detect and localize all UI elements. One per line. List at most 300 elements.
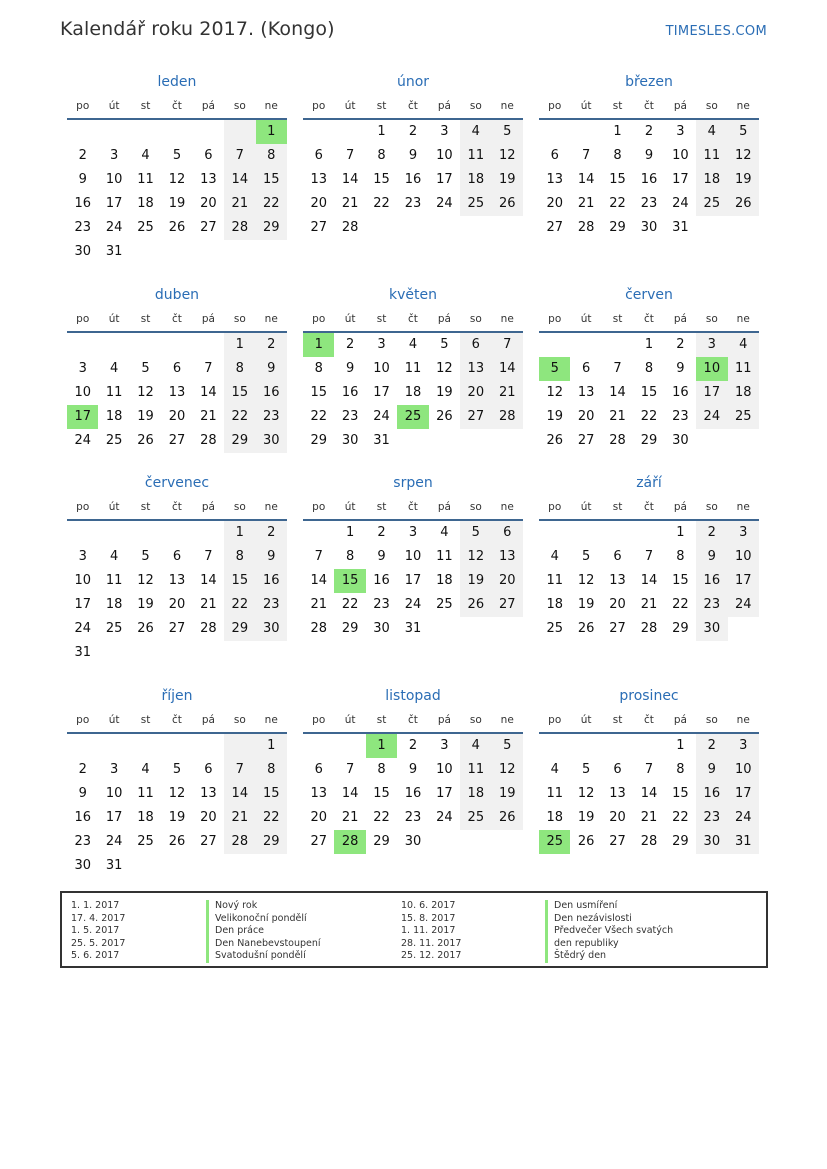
day-cell: 24	[728, 806, 759, 830]
day-cell: 14	[577, 172, 595, 187]
day-cell: 12	[460, 545, 491, 569]
day-cell: 27	[200, 834, 217, 849]
day-cell: 3	[676, 124, 685, 139]
empty-cell	[67, 521, 98, 545]
weekday-label: so	[705, 313, 718, 325]
holiday-legend	[60, 891, 768, 968]
day-cell: 9	[696, 758, 727, 782]
weekday-label: čt	[172, 714, 182, 726]
empty-cell	[193, 641, 224, 665]
empty-cell	[602, 734, 633, 758]
week-row	[67, 521, 287, 545]
day-cell: 15	[334, 569, 365, 593]
weekday-label: út	[344, 100, 356, 112]
weekday-label: st	[612, 714, 623, 726]
day-cell: 25	[105, 621, 123, 636]
day-cell: 5	[492, 120, 523, 144]
day-cell: 26	[168, 220, 186, 235]
empty-cell	[397, 429, 428, 453]
empty-cell	[633, 521, 664, 545]
empty-cell	[98, 120, 129, 144]
day-cell: 5	[440, 337, 449, 352]
day-cell: 18	[546, 597, 563, 612]
day-cell: 25	[728, 405, 759, 429]
legend-holiday-name: den republiky	[545, 938, 673, 951]
weekday-label: út	[344, 714, 356, 726]
day-cell: 8	[676, 549, 685, 564]
day-cell: 10	[105, 786, 123, 801]
day-cell: 7	[345, 762, 355, 777]
weekday-label: út	[344, 501, 356, 513]
day-cell: 2	[696, 734, 727, 758]
day-cell: 27	[577, 433, 595, 448]
weekday-label: st	[140, 714, 151, 726]
day-cell: 26	[492, 806, 523, 830]
day-cell: 7	[204, 549, 213, 564]
day-cell: 16	[341, 385, 359, 400]
empty-cell	[696, 429, 727, 453]
week-row	[303, 357, 523, 381]
day-cell: 26	[168, 834, 186, 849]
day-cell: 20	[310, 810, 327, 825]
empty-cell	[728, 216, 759, 240]
weekday-label: út	[108, 714, 120, 726]
day-cell: 10	[728, 545, 759, 569]
day-cell: 6	[314, 762, 323, 777]
day-cell: 7	[613, 361, 622, 376]
day-cell: 20	[168, 409, 186, 424]
month-block	[303, 70, 523, 240]
weekday-label: po	[312, 313, 326, 325]
day-cell: 16	[696, 569, 727, 593]
day-cell: 21	[640, 597, 658, 612]
day-cell: 2	[256, 521, 287, 545]
day-cell: 21	[492, 381, 523, 405]
weekday-label: st	[612, 501, 623, 513]
month-block	[67, 471, 287, 665]
day-cell: 5	[539, 357, 570, 381]
day-cell: 7	[492, 333, 523, 357]
week-row	[67, 854, 287, 878]
day-cell: 16	[256, 569, 287, 593]
day-cell: 13	[310, 172, 327, 187]
weekday-label: ne	[264, 501, 278, 513]
day-cell: 21	[640, 810, 658, 825]
day-cell: 26	[137, 621, 154, 636]
week-row	[67, 593, 287, 617]
legend-date: 25. 12. 2017	[401, 950, 462, 961]
week-row	[539, 734, 759, 758]
weekday-label: pá	[437, 313, 451, 325]
day-cell: 15	[672, 573, 689, 588]
empty-cell	[303, 734, 334, 758]
day-cell: 4	[728, 333, 759, 357]
day-cell: 9	[408, 148, 418, 163]
day-cell: 22	[373, 196, 390, 211]
day-cell: 30	[256, 429, 287, 453]
day-cell: 16	[696, 782, 727, 806]
day-cell: 2	[78, 762, 87, 777]
day-cell: 23	[640, 196, 658, 211]
day-cell: 17	[105, 810, 123, 825]
month-name: březen	[625, 74, 673, 90]
month-name: říjen	[161, 688, 193, 704]
day-cell: 1	[303, 333, 334, 357]
week-row	[539, 521, 759, 545]
day-cell: 6	[314, 148, 323, 163]
empty-cell	[193, 854, 224, 878]
day-cell: 2	[408, 738, 418, 753]
day-cell: 10	[728, 758, 759, 782]
day-cell: 20	[168, 597, 186, 612]
weekday-label: čt	[644, 714, 654, 726]
day-cell: 27	[546, 220, 563, 235]
day-cell: 23	[373, 597, 390, 612]
day-cell: 28	[492, 405, 523, 429]
week-row	[539, 120, 759, 144]
day-cell: 7	[224, 144, 255, 168]
week-row	[303, 806, 523, 830]
day-cell: 21	[200, 409, 217, 424]
week-row	[539, 569, 759, 593]
day-cell: 8	[256, 758, 287, 782]
day-cell: 21	[200, 597, 217, 612]
week-row	[539, 429, 759, 453]
day-cell: 18	[105, 597, 123, 612]
week-row	[303, 521, 523, 545]
day-cell: 19	[492, 168, 523, 192]
day-cell: 19	[436, 385, 453, 400]
day-cell: 22	[672, 597, 689, 612]
day-cell: 31	[672, 220, 689, 235]
day-cell: 17	[74, 597, 91, 612]
week-row	[67, 405, 287, 429]
week-row	[539, 144, 759, 168]
day-cell: 11	[105, 573, 123, 588]
week-row	[539, 192, 759, 216]
day-cell: 11	[460, 758, 491, 782]
week-row	[303, 734, 523, 758]
weekday-label: st	[376, 714, 387, 726]
weekday-label: pá	[673, 313, 687, 325]
day-cell: 2	[676, 337, 685, 352]
weekday-label: pá	[201, 501, 215, 513]
day-cell: 19	[168, 810, 186, 825]
day-cell: 17	[436, 172, 453, 187]
week-row	[303, 168, 523, 192]
day-cell: 10	[404, 549, 422, 564]
day-cell: 18	[137, 810, 154, 825]
day-cell: 16	[640, 172, 658, 187]
legend-holiday-name: Štědrý den	[545, 950, 673, 963]
day-cell: 5	[172, 762, 182, 777]
day-cell: 1	[366, 734, 397, 758]
day-cell: 10	[105, 172, 123, 187]
day-cell: 22	[310, 409, 327, 424]
month-name: leden	[157, 74, 197, 90]
day-cell: 14	[310, 573, 327, 588]
weekday-label: pá	[201, 313, 215, 325]
weekday-label: út	[344, 313, 356, 325]
day-cell: 20	[460, 381, 491, 405]
weekday-label: ne	[500, 100, 514, 112]
day-cell: 4	[696, 120, 727, 144]
day-cell: 21	[577, 196, 595, 211]
page-title: Kalendář roku 2017. (Kongo)	[60, 18, 335, 40]
weekday-label: st	[376, 313, 387, 325]
legend-holiday-name: Svatodušní pondělí	[206, 950, 321, 963]
day-cell: 28	[200, 433, 217, 448]
week-row	[303, 569, 523, 593]
day-cell: 12	[577, 786, 595, 801]
week-row	[303, 405, 523, 429]
day-cell: 8	[644, 361, 654, 376]
day-cell: 13	[577, 385, 595, 400]
week-row	[67, 381, 287, 405]
weekday-label: čt	[644, 100, 654, 112]
weekday-label: po	[548, 313, 562, 325]
empty-cell	[303, 521, 334, 545]
day-cell: 27	[609, 621, 626, 636]
day-cell: 6	[581, 361, 591, 376]
empty-cell	[224, 854, 255, 878]
day-cell: 10	[696, 357, 727, 381]
day-cell: 13	[200, 786, 217, 801]
day-cell: 23	[256, 593, 287, 617]
day-cell: 5	[581, 762, 591, 777]
day-cell: 19	[137, 597, 154, 612]
empty-cell	[460, 830, 491, 854]
month-name: květen	[389, 287, 437, 303]
day-cell: 6	[550, 148, 559, 163]
day-cell: 28	[224, 216, 255, 240]
weekday-label: st	[612, 313, 623, 325]
day-cell: 31	[105, 244, 123, 259]
day-cell: 2	[696, 521, 727, 545]
day-cell: 7	[644, 762, 654, 777]
empty-cell	[728, 429, 759, 453]
day-cell: 15	[224, 569, 255, 593]
day-cell: 13	[200, 172, 217, 187]
day-cell: 24	[672, 196, 689, 211]
empty-cell	[570, 333, 601, 357]
site-link[interactable]: TIMESLES.COM	[665, 24, 767, 39]
empty-cell	[728, 617, 759, 641]
weekday-label: st	[376, 100, 387, 112]
day-cell: 29	[672, 834, 689, 849]
day-cell: 17	[105, 196, 123, 211]
week-row	[539, 405, 759, 429]
weekday-header	[67, 708, 287, 734]
weekday-label: so	[705, 100, 718, 112]
day-cell: 25	[397, 405, 428, 429]
day-cell: 1	[377, 124, 386, 139]
month-name: červenec	[144, 475, 210, 491]
day-cell: 29	[224, 429, 255, 453]
empty-cell	[256, 641, 287, 665]
empty-cell	[67, 734, 98, 758]
day-cell: 2	[78, 148, 87, 163]
weekday-header	[539, 307, 759, 333]
day-cell: 20	[200, 810, 217, 825]
day-cell: 22	[224, 593, 255, 617]
day-cell: 13	[168, 385, 186, 400]
day-cell: 2	[256, 333, 287, 357]
day-cell: 8	[314, 361, 323, 376]
empty-cell	[224, 120, 255, 144]
day-cell: 9	[408, 762, 418, 777]
empty-cell	[460, 429, 491, 453]
empty-cell	[130, 120, 161, 144]
empty-cell	[193, 333, 224, 357]
day-cell: 1	[256, 734, 287, 758]
day-cell: 29	[224, 617, 255, 641]
day-cell: 10	[74, 385, 91, 400]
month-block	[539, 471, 759, 641]
day-cell: 23	[404, 196, 422, 211]
day-cell: 9	[676, 361, 685, 376]
day-cell: 2	[644, 124, 654, 139]
empty-cell	[429, 617, 460, 641]
day-cell: 1	[676, 525, 685, 540]
day-cell: 30	[74, 244, 91, 259]
week-row	[67, 641, 287, 665]
weekday-label: pá	[673, 501, 687, 513]
day-cell: 18	[105, 409, 123, 424]
day-cell: 27	[460, 405, 491, 429]
day-cell: 9	[345, 361, 355, 376]
day-cell: 27	[168, 621, 186, 636]
day-cell: 19	[546, 409, 563, 424]
day-cell: 24	[74, 621, 91, 636]
day-cell: 17	[67, 405, 98, 429]
day-cell: 28	[640, 621, 658, 636]
weekday-label: út	[580, 714, 592, 726]
empty-cell	[539, 120, 570, 144]
weekday-label: út	[580, 313, 592, 325]
month-name: prosinec	[619, 688, 679, 704]
weekday-label: st	[376, 501, 387, 513]
day-cell: 4	[109, 549, 119, 564]
week-row	[67, 830, 287, 854]
empty-cell	[67, 120, 98, 144]
day-cell: 20	[492, 569, 523, 593]
weekday-label: út	[108, 313, 120, 325]
day-cell: 13	[546, 172, 563, 187]
day-cell: 28	[577, 220, 595, 235]
day-cell: 14	[200, 385, 217, 400]
week-row	[539, 545, 759, 569]
day-cell: 11	[436, 549, 453, 564]
weekday-header	[539, 495, 759, 521]
month-block	[539, 70, 759, 240]
day-cell: 4	[460, 120, 491, 144]
empty-cell	[539, 734, 570, 758]
weekday-label: ne	[500, 313, 514, 325]
weekday-label: ne	[736, 714, 750, 726]
day-cell: 16	[404, 172, 422, 187]
weekday-header	[303, 708, 523, 734]
day-cell: 3	[728, 521, 759, 545]
day-cell: 8	[613, 148, 622, 163]
week-row	[303, 782, 523, 806]
day-cell: 24	[696, 405, 727, 429]
empty-cell	[161, 734, 192, 758]
week-row	[539, 758, 759, 782]
day-cell: 1	[224, 333, 255, 357]
empty-cell	[193, 120, 224, 144]
weekday-label: pá	[673, 714, 687, 726]
empty-cell	[492, 216, 523, 240]
empty-cell	[224, 641, 255, 665]
day-cell: 21	[609, 409, 626, 424]
empty-cell	[303, 120, 334, 144]
empty-cell	[366, 216, 397, 240]
legend-holiday-name: Den práce	[206, 925, 321, 938]
day-cell: 12	[436, 361, 453, 376]
empty-cell	[130, 333, 161, 357]
month-name: červen	[625, 287, 673, 303]
legend-date: 1. 5. 2017	[71, 925, 120, 936]
day-cell: 1	[613, 124, 622, 139]
day-cell: 20	[577, 409, 595, 424]
legend-left-dates	[71, 900, 125, 963]
empty-cell	[570, 521, 601, 545]
day-cell: 3	[109, 762, 119, 777]
week-row	[539, 357, 759, 381]
empty-cell	[161, 854, 192, 878]
empty-cell	[130, 641, 161, 665]
legend-holiday-name: Nový rok	[206, 900, 321, 913]
empty-cell	[130, 734, 161, 758]
day-cell: 14	[640, 573, 658, 588]
day-cell: 15	[224, 381, 255, 405]
day-cell: 17	[696, 381, 727, 405]
weekday-label: po	[76, 714, 90, 726]
week-row	[67, 333, 287, 357]
weekday-label: po	[76, 501, 90, 513]
week-row	[67, 806, 287, 830]
day-cell: 21	[310, 597, 327, 612]
day-cell: 3	[728, 734, 759, 758]
weekday-label: po	[548, 501, 562, 513]
day-cell: 25	[546, 621, 563, 636]
empty-cell	[429, 216, 460, 240]
day-cell: 24	[436, 810, 453, 825]
day-cell: 28	[224, 830, 255, 854]
weekday-label: st	[140, 313, 151, 325]
day-cell: 13	[168, 573, 186, 588]
day-cell: 27	[310, 220, 327, 235]
day-cell: 17	[436, 786, 453, 801]
day-cell: 17	[728, 569, 759, 593]
weekday-label: so	[469, 313, 482, 325]
week-row	[539, 168, 759, 192]
day-cell: 23	[696, 593, 727, 617]
day-cell: 27	[168, 433, 186, 448]
weekday-header	[303, 94, 523, 120]
day-cell: 16	[74, 196, 91, 211]
legend-date: 5. 6. 2017	[71, 950, 120, 961]
legend-date: 25. 5. 2017	[71, 937, 126, 949]
weekday-label: ne	[500, 714, 514, 726]
day-cell: 10	[436, 762, 453, 777]
day-cell: 24	[105, 220, 123, 235]
day-cell: 17	[728, 782, 759, 806]
day-cell: 4	[550, 549, 559, 564]
weekday-header	[303, 307, 523, 333]
day-cell: 19	[492, 782, 523, 806]
